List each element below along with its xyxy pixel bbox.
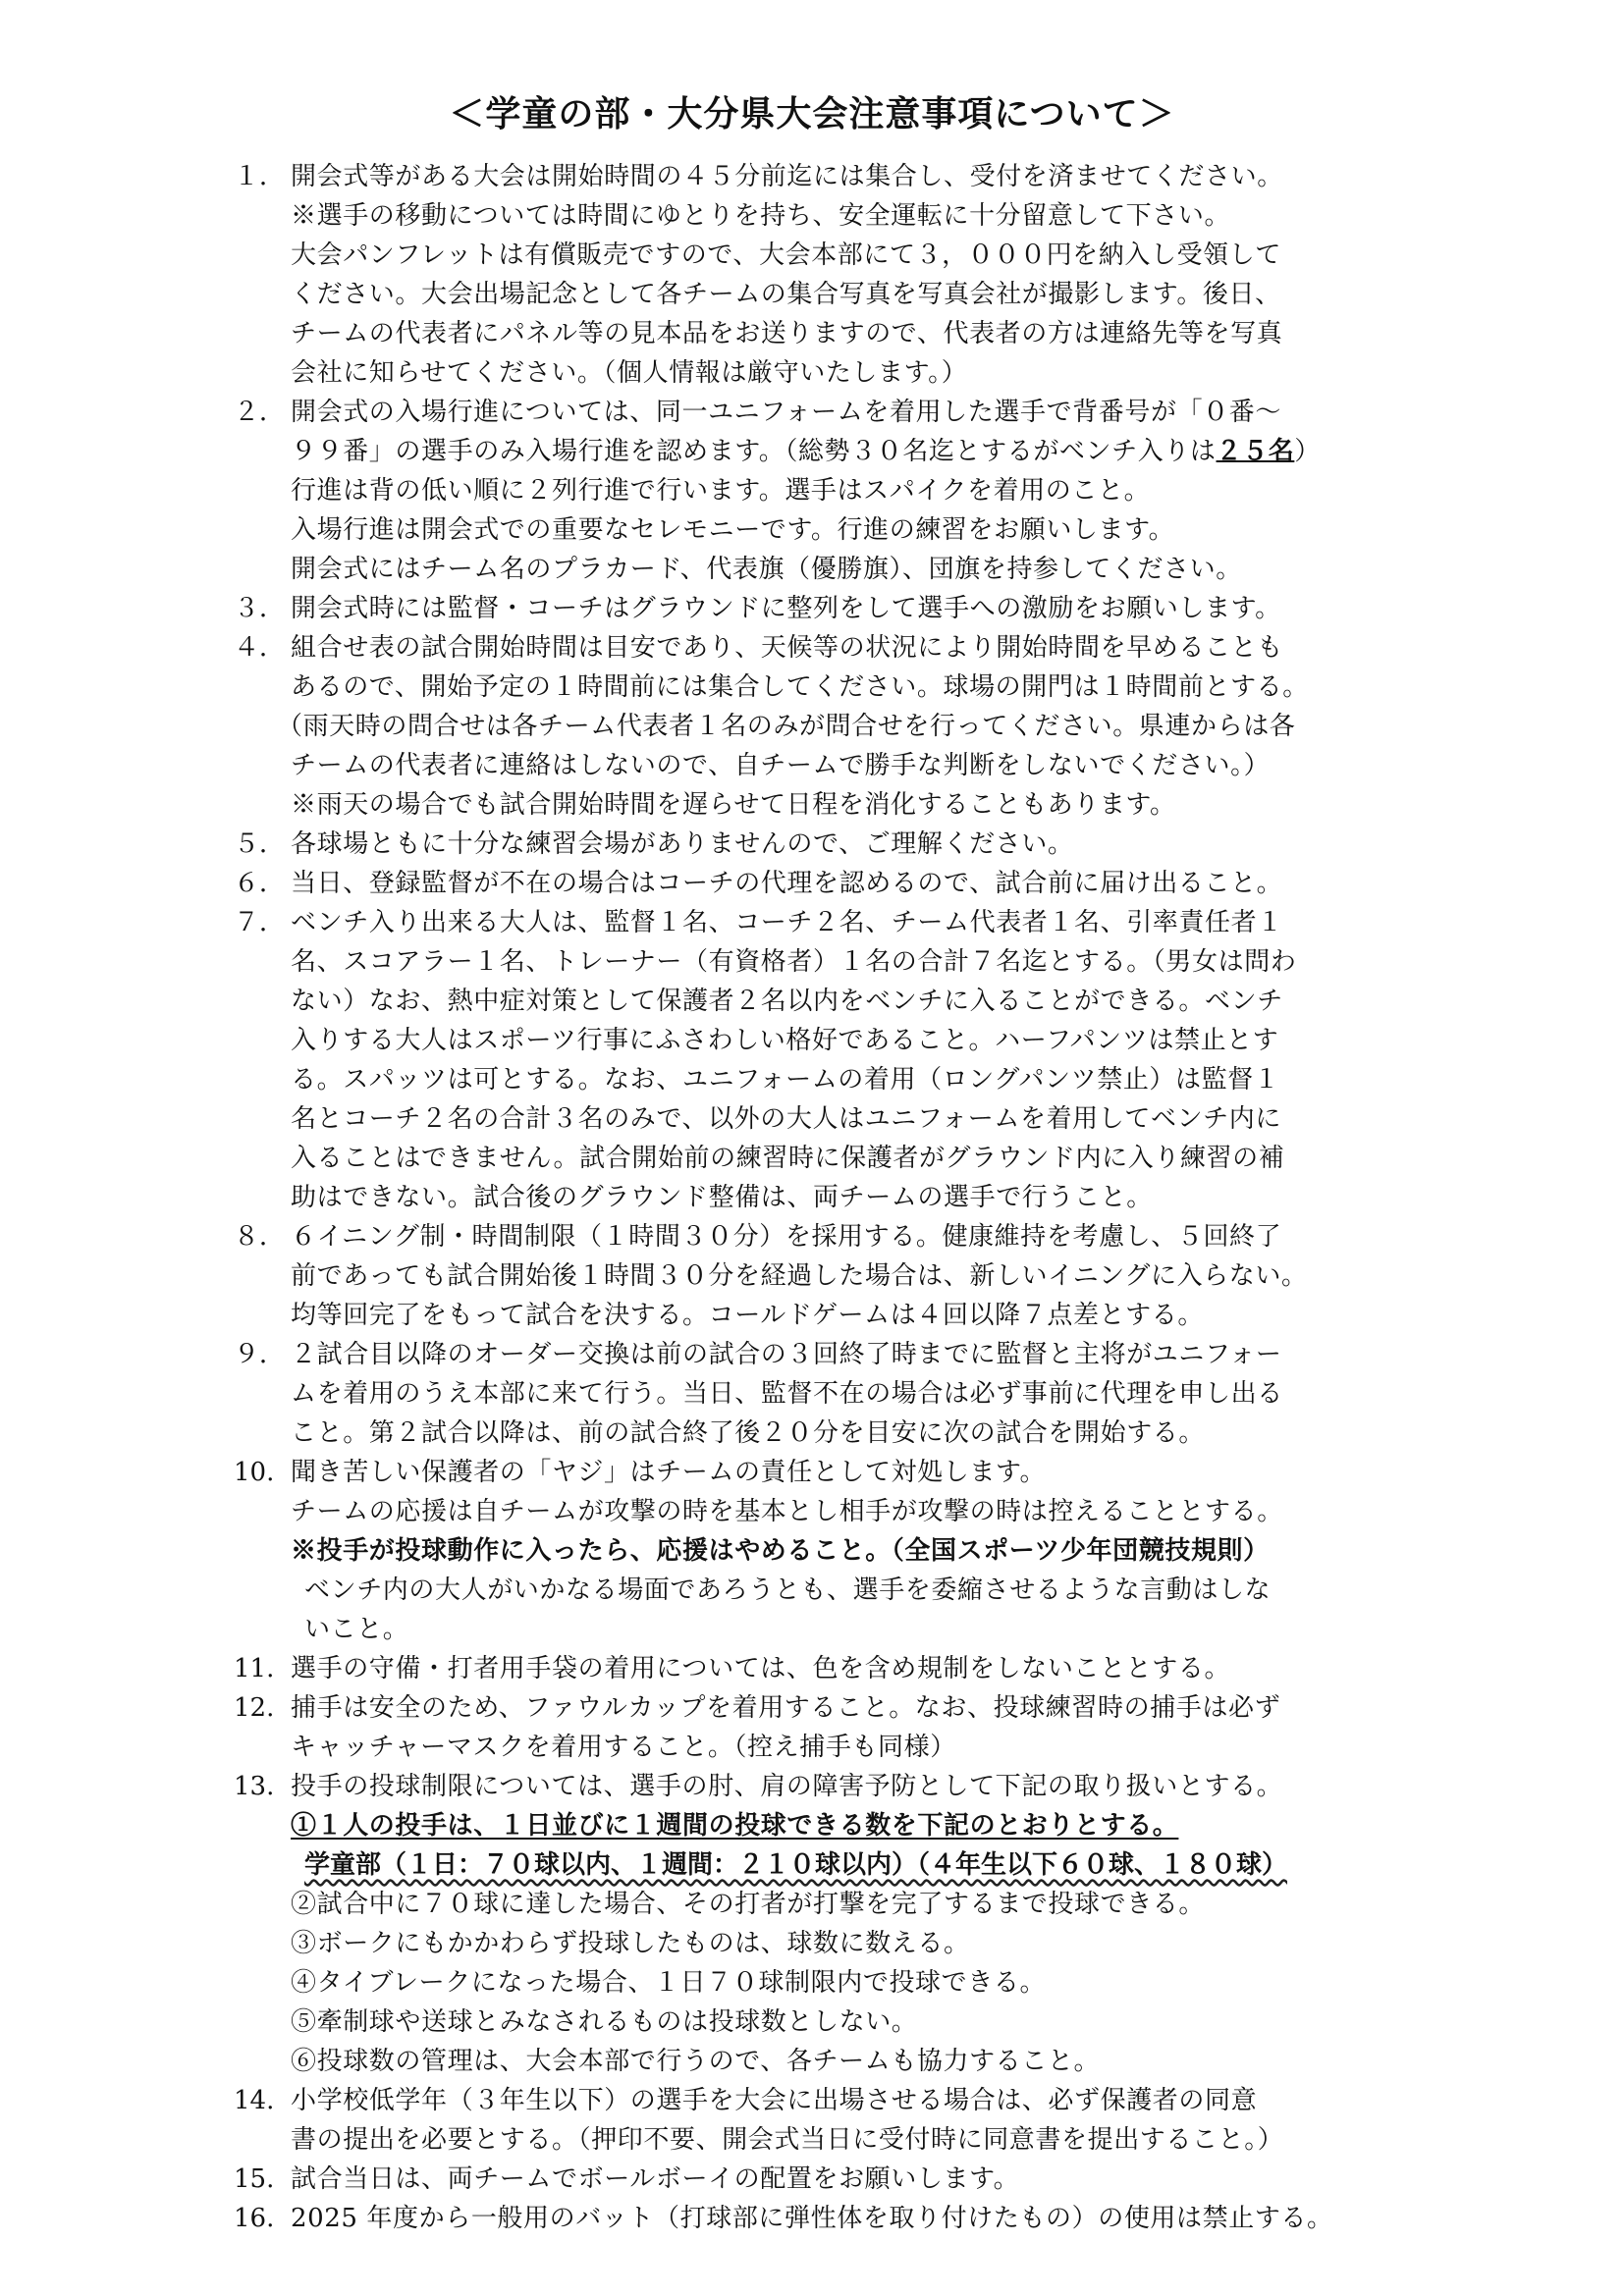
item-line: 当日、登録監督が不在の場合はコーチの代理を認めるので、試合前に届け出ること。 xyxy=(291,869,1283,898)
item-line: ③ボークにもかかわらず投球したものは、球数に数える。 xyxy=(291,1929,970,1958)
item-line: こと。第２試合以降は、前の試合終了後２０分を目安に次の試合を開始する。 xyxy=(291,1418,1206,1448)
page-title: ＜学童の部・大分県大会注意事項について＞ xyxy=(449,94,1175,134)
item-line: ※選手の移動については時間にゆとりを持ち、安全運転に十分留意して下さい。 xyxy=(291,201,1231,231)
item-line: 入場行進は開会式での重要なセレモニーです。行進の練習をお願いします。 xyxy=(291,515,1175,545)
item-line: 入りする大人はスポーツ行事にふさわしい格好であること。ハーフパンツは禁止とす xyxy=(291,1026,1279,1055)
item-number: ８． xyxy=(234,1222,286,1252)
item-number: ３． xyxy=(234,594,286,623)
list-item xyxy=(234,2160,1402,2199)
item-line: 開会式にはチーム名のプラカード、代表旗（優勝旗）、団旗を持参してください。 xyxy=(291,555,1242,584)
item-line: ④タイブレークになった場合、１日７０球制限内で投球できる。 xyxy=(291,1968,1047,1998)
item-line: 組合せ表の試合開始時間は目安であり、天候等の状況により開始時間を早めることも xyxy=(291,633,1283,663)
item-line: 行進は背の低い順に２列行進で行います。選手はスパイクを着用のこと。 xyxy=(291,476,1151,506)
item-line: チームの代表者に連絡はしないので、自チームで勝手な判断をしないでください。） xyxy=(291,751,1271,780)
item-number: 11. xyxy=(234,1654,275,1683)
item-line: 捕手は安全のため、ファウルカップを着用すること。なお、投球練習時の捕手は必ず xyxy=(291,1693,1281,1723)
item-line: ベンチ入り出来る大人は、監督１名、コーチ２名、チーム代表者１名、引率責任者１ xyxy=(291,908,1283,937)
list-item xyxy=(234,157,1402,393)
item-line: ６イニング制・時間制限（１時間３０分）を採用する。健康維持を考慮し、５回終了 xyxy=(291,1222,1282,1252)
list-item xyxy=(234,903,1402,1217)
item-line: （雨天時の問合せは各チーム代表者１名のみが問合せを行ってください。県連からは各 xyxy=(277,712,1296,741)
item-number: ７． xyxy=(234,908,286,937)
list-item xyxy=(234,589,1402,628)
list-item xyxy=(234,1335,1402,1453)
item-line: あるので、開始予定の１時間前には集合してください。球場の開門は１時間前とする。 xyxy=(291,672,1309,702)
item-line: ください。大会出場記念として各チームの集合写真を写真会社が撮影します。後日、 xyxy=(291,280,1281,309)
item-line: 開会式の入場行進については、同一ユニフォームを着用した選手で背番号が「０番～ xyxy=(291,398,1281,427)
item-number: ６． xyxy=(234,869,286,898)
list-item xyxy=(234,628,1402,825)
pitch-limit-rule: ①１人の投手は、１日並びに１週間の投球できる数を下記のとおりとする。 xyxy=(291,1811,1179,1841)
list-item xyxy=(234,864,1402,903)
item-line: 均等回完了をもって試合を決する。コールドゲームは４回以降７点差とする。 xyxy=(291,1301,1204,1330)
emphasis-text: ２５名 xyxy=(1216,437,1295,466)
item-number: ２． xyxy=(234,398,286,427)
item-number: 15. xyxy=(234,2164,275,2194)
item-number: ４． xyxy=(234,633,286,663)
item-line-text: ９９番」の選手のみ入場行進を認めます。（総勢３０名迄とするがベンチ入りは xyxy=(291,437,1217,466)
item-line: 入ることはできません。試合開始前の練習時に保護者がグラウンド内に入り練習の補 xyxy=(291,1144,1285,1173)
item-line: 助はできない。試合後のグラウンド整備は、両チームの選手で行うこと。 xyxy=(291,1183,1153,1212)
item-line: ※投手が投球動作に入ったら、応援はやめること。（全国スポーツ少年団競技規則） xyxy=(291,1536,1270,1566)
list-item xyxy=(234,393,1402,589)
item-number: 16. xyxy=(234,2204,275,2233)
item-number: 14. xyxy=(234,2086,275,2115)
notice-list xyxy=(234,157,1402,2238)
item-line: 書の提出を必要とする。（押印不要、開会式当日に受付時に同意書を提出すること。） xyxy=(291,2125,1284,2155)
item-line: 選手の守備・打者用手袋の着用については、色を含め規制をしないこととする。 xyxy=(291,1654,1231,1683)
item-line: 名、スコアラー１名、トレーナー（有資格者）１名の合計７名迄とする。（男女は問わ xyxy=(291,947,1297,977)
item-line: 会社に知らせてください。（個人情報は厳守いたします。） xyxy=(291,358,968,388)
item-line: ※雨天の場合でも試合開始時間を遅らせて日程を消化することもあります。 xyxy=(291,790,1176,820)
item-line: 大会パンフレットは有償販売ですので、大会本部にて３，０００円を納入し受領して xyxy=(291,240,1281,270)
item-number: 13. xyxy=(234,1772,275,1801)
item-line: ２試合目以降のオーダー交換は前の試合の３回終了時までに監督と主将がユニフォー xyxy=(291,1340,1282,1369)
item-line: 前であっても試合開始後１時間３０分を経過した場合は、新しいイニングに入らない。 xyxy=(291,1261,1308,1291)
item-number: １． xyxy=(234,162,286,191)
item-line: いこと。 xyxy=(304,1615,409,1644)
list-item xyxy=(234,825,1402,864)
item-line: る。スパッツは可とする。なお、ユニフォームの着用（ロングパンツ禁止）は監督１ xyxy=(291,1065,1280,1095)
item-line: 投手の投球制限については、選手の肘、肩の障害予防として下記の取り扱いとする。 xyxy=(291,1772,1283,1801)
item-line: 開会式時には監督・コーチはグラウンドに整列をして選手への激励をお願いします。 xyxy=(291,594,1281,623)
item-line: 2025 年度から一般用のバット（打球部に弾性体を取り付けたもの）の使用は禁止する。 xyxy=(291,2204,1333,2233)
list-item xyxy=(234,1453,1402,1649)
list-item xyxy=(234,2199,1402,2238)
item-line: ない）なお、熱中症対策として保護者２名以内をベンチに入ることができる。ベンチ xyxy=(291,987,1283,1016)
item-line: ⑥投球数の管理は、大会本部で行うので、各チームも協力すること。 xyxy=(291,2047,1101,2076)
list-item xyxy=(234,1217,1402,1335)
item-line: チームの応援は自チームが攻撃の時を基本とし相手が攻撃の時は控えることとする。 xyxy=(291,1497,1283,1526)
item-number: 10. xyxy=(234,1458,275,1487)
list-item xyxy=(234,2081,1402,2160)
item-line-tail: ） xyxy=(1294,437,1321,466)
list-item xyxy=(234,1688,1402,1767)
item-number: 12. xyxy=(234,1693,275,1723)
item-line: ②試合中に７０球に達した場合、その打者が打撃を完了するまで投球できる。 xyxy=(291,1890,1206,1919)
item-line: 試合当日は、両チームでボールボーイの配置をお願いします。 xyxy=(291,2164,1020,2194)
item-line xyxy=(291,432,1402,471)
item-number: ９． xyxy=(234,1340,286,1369)
item-line: 名とコーチ２名の合計３名のみで、以外の大人はユニフォームを着用してベンチ内に xyxy=(291,1104,1281,1134)
item-line: 聞き苦しい保護者の「ヤジ」はチームの責任として対処します。 xyxy=(291,1458,1047,1487)
item-line: 各球場ともに十分な練習会場がありませんので、ご理解ください。 xyxy=(291,829,1074,859)
item-line: キャッチャーマスクを着用すること。（控え捕手も同様） xyxy=(291,1733,956,1762)
list-item xyxy=(234,1767,1402,2081)
item-number: ５． xyxy=(234,829,286,859)
item-line: ムを着用のうえ本部に来て行う。当日、監督不在の場合は必ず事前に代理を申し出る xyxy=(291,1379,1283,1409)
item-line: チームの代表者にパネル等の見本品をお送りますので、代表者の方は連絡先等を写真 xyxy=(291,319,1283,348)
item-line: 開会式等がある大会は開始時間の４５分前迄には集合し、受付を済ませてください。 xyxy=(291,162,1283,191)
list-item xyxy=(234,1649,1402,1688)
item-line: ベンチ内の大人がいかなる場面であろうとも、選手を委縮させるような言動はしな xyxy=(304,1575,1272,1605)
item-line: 小学校低学年（３年生以下）の選手を大会に出場させる場合は、必ず保護者の同意 xyxy=(291,2086,1258,2115)
pitch-limit-detail: 学童部（１日：７０球以内、１週間：２１０球以内）（４年生以下６０球、１８０球） xyxy=(304,1850,1288,1880)
item-line: ⑤牽制球や送球とみなされるものは投球数としない。 xyxy=(291,2007,918,2037)
